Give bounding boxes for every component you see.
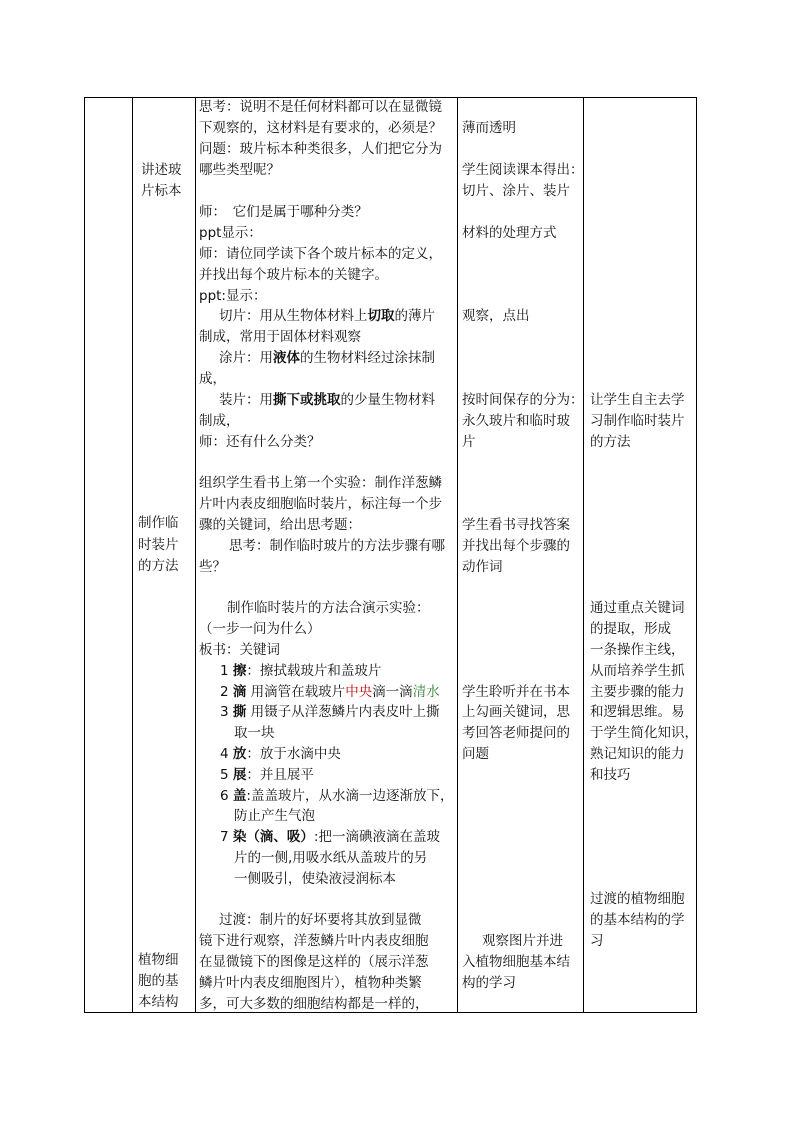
definition-text: 切片：用从生物体材料上	[219, 308, 368, 324]
intent-text-line: 主要步骤的能力	[590, 684, 685, 700]
step-number: 6	[220, 788, 229, 804]
teacher-text-line: 师：还有什么分类？	[199, 434, 321, 450]
section-label: 本结构	[138, 994, 179, 1010]
intent-text-line: 于学生简化知识，	[590, 725, 698, 741]
teacher-text-line: 制作临时装片的方法合演示实验：	[227, 600, 430, 616]
student-text-line: 学生聆听并在书本	[462, 684, 570, 700]
step-text: ：并且展平	[246, 767, 314, 783]
student-text-line: 学生阅读课本得出：	[462, 162, 584, 178]
section-label: 的方法	[138, 558, 179, 574]
step-highlight: 中央	[345, 684, 373, 700]
definition-mount	[219, 390, 435, 411]
teacher-text-line: （一步一问为什么）	[199, 621, 321, 637]
table-border-left	[84, 97, 85, 1012]
intent-text-line: 的提取，形成	[590, 621, 671, 637]
step-text: 用滴管在载玻片	[246, 684, 346, 700]
table-border-right	[696, 97, 697, 1012]
student-text-line: 片	[462, 434, 476, 450]
teacher-text-line: 师： 它们是属于哪种分类？	[199, 204, 368, 220]
teacher-text-line: 板书：关键词	[199, 642, 280, 658]
step-keyword: 放	[232, 746, 247, 762]
step-7	[220, 827, 440, 848]
step-keyword: 撕	[232, 704, 247, 720]
teacher-text-line: 思考：制作临时玻片的方法步骤有哪	[229, 538, 445, 554]
intent-text-line: 习制作临时装片	[590, 413, 685, 429]
teacher-text-line: ppt显示：	[199, 225, 262, 241]
student-text-line: 动作词	[462, 559, 503, 575]
step-text: 用镊子从洋葱鳞片内表皮叶上撕	[246, 704, 440, 720]
teacher-text-line: 问题：玻片标本种类很多，人们把它分为	[199, 141, 442, 157]
step-text: :把一滴碘液滴在盖玻	[313, 829, 440, 845]
step-text: 滴一滴	[372, 684, 413, 700]
teacher-text-line: 制成，	[199, 413, 240, 429]
step-text: ：放于水滴中央	[246, 746, 341, 762]
step-highlight: 清水	[412, 684, 440, 700]
intent-text-line: 的基本结构的学	[590, 912, 685, 928]
student-text-line: 考回答老师提问的	[462, 725, 570, 741]
student-text-line: 薄而透明	[462, 120, 516, 136]
table-border-col2	[132, 97, 133, 1012]
student-text-line: 学生看书寻找答案	[462, 517, 570, 533]
intent-text-line: 和技巧	[590, 767, 631, 783]
teacher-text-line: 鳞片叶内表皮细胞图片），植物种类繁	[199, 975, 422, 991]
teacher-text-line: 哪些类型呢？	[199, 162, 280, 178]
step-1	[220, 661, 381, 682]
intent-text-line: 和逻辑思维。易	[590, 704, 685, 720]
student-text-line: 材料的处理方式	[462, 225, 557, 241]
step-keyword: 展	[232, 767, 247, 783]
table-border-col4	[457, 97, 458, 1012]
student-text-line: 观察，点出	[462, 308, 530, 324]
intent-text-line: 熟记知识的能力	[590, 746, 685, 762]
step-2	[220, 682, 440, 703]
step-keyword: 染（滴、吸）	[232, 829, 314, 845]
step-number: 4	[220, 746, 229, 762]
teacher-text-line: 组织学生看书上第一个实验：制作洋葱鳞	[199, 475, 442, 491]
intent-text-line: 从而培养学生抓	[590, 663, 685, 679]
teacher-text-line: ppt:显示：	[199, 288, 267, 304]
definition-text: 的生物材料经过涂抹制	[300, 350, 435, 366]
keyword: 撕下或挑取	[273, 392, 341, 408]
student-text-line: 观察图片并进	[482, 933, 563, 949]
definition-smear	[219, 348, 435, 369]
step-number: 5	[220, 767, 229, 783]
teacher-text-line: 多，可大多数的细胞结构都是一样的，	[199, 996, 429, 1012]
student-text-line: 问题	[462, 746, 489, 762]
step-number: 3	[220, 704, 229, 720]
step-text-continued: 防止产生气泡	[234, 808, 315, 824]
teacher-text-line: 思考：说明不是任何材料都可以在显微镜	[199, 99, 442, 115]
student-text-line: 按时间保存的分为：	[462, 392, 584, 408]
intent-text-line: 过渡的植物细胞	[590, 891, 685, 907]
teacher-text-line: 制成，常用于固体材料观察	[199, 329, 361, 345]
step-keyword: 滴	[232, 684, 247, 700]
section-label: 植物细	[138, 952, 179, 968]
section-label: 制作临	[138, 515, 179, 531]
keyword: 切取	[367, 308, 395, 324]
student-text-line: 并找出每个步骤的	[462, 538, 570, 554]
section-label: 讲述玻	[141, 162, 182, 178]
section-label: 胞的基	[138, 973, 179, 989]
teacher-text-line: 镜下进行观察，洋葱鳞片叶内表皮细胞	[199, 933, 429, 949]
step-5	[220, 765, 314, 786]
student-text-line: 上勾画关键词，思	[462, 704, 570, 720]
teacher-text-line: 并找出每个玻片标本的关键字。	[199, 267, 388, 283]
step-text-continued: 片的一侧,用吸水纸从盖玻片的另	[234, 850, 428, 866]
table-border-col5	[583, 97, 584, 1012]
step-text-continued: 取一块	[234, 725, 275, 741]
teacher-text-line: 骤的关键词，给出思考题：	[199, 517, 361, 533]
definition-text: 的薄片	[394, 308, 435, 324]
intent-text-line: 习	[590, 933, 604, 949]
student-text-line: 切片、涂片、装片	[462, 183, 570, 199]
intent-text-line: 的方法	[590, 434, 631, 450]
teacher-text-line: 些？	[199, 559, 226, 575]
definition-text: 的少量生物材料	[340, 392, 435, 408]
definition-text: 装片：用	[219, 392, 273, 408]
definition-text: 涂片：用	[219, 350, 273, 366]
teacher-text-line: 在显微镜下的图像是这样的（展示洋葱	[199, 954, 429, 970]
step-keyword: 盖	[232, 788, 247, 804]
step-4	[220, 744, 341, 765]
definition-slice	[219, 306, 435, 327]
intent-text-line: 通过重点关键词	[590, 600, 685, 616]
teacher-text-line: 过渡：制片的好坏要将其放到显微	[219, 912, 422, 928]
step-number: 1	[220, 663, 229, 679]
intent-text-line: 一条操作主线，	[590, 642, 685, 658]
step-number: 7	[220, 829, 229, 845]
step-3	[220, 702, 440, 723]
step-number: 2	[220, 684, 229, 700]
step-keyword: 擦	[232, 663, 247, 679]
table-border-col3	[195, 97, 196, 1012]
teacher-text-line: 师：请位同学读下各个玻片标本的定义，	[199, 246, 442, 262]
section-label: 片标本	[141, 183, 182, 199]
intent-text-line: 让学生自主去学	[590, 392, 685, 408]
keyword: 液体	[273, 350, 300, 366]
section-label: 时装片	[138, 537, 179, 553]
teacher-text-line: 片叶内表皮细胞临时装片，标注每一个步	[199, 496, 442, 512]
teacher-text-line: 下观察的，这材料是有要求的，必须是？	[199, 120, 442, 136]
step-6	[220, 786, 453, 807]
step-text: :盖盖玻片，从水滴一边逐渐放下，	[246, 788, 454, 804]
teacher-text-line: 成，	[199, 371, 226, 387]
student-text-line: 构的学习	[462, 975, 516, 991]
step-text-continued: 一侧吸引，使染液浸润标本	[234, 871, 396, 887]
student-text-line: 入植物细胞基本结	[462, 954, 570, 970]
step-text: ：擦拭载玻片和盖玻片	[246, 663, 382, 679]
student-text-line: 永久玻片和临时玻	[462, 413, 570, 429]
